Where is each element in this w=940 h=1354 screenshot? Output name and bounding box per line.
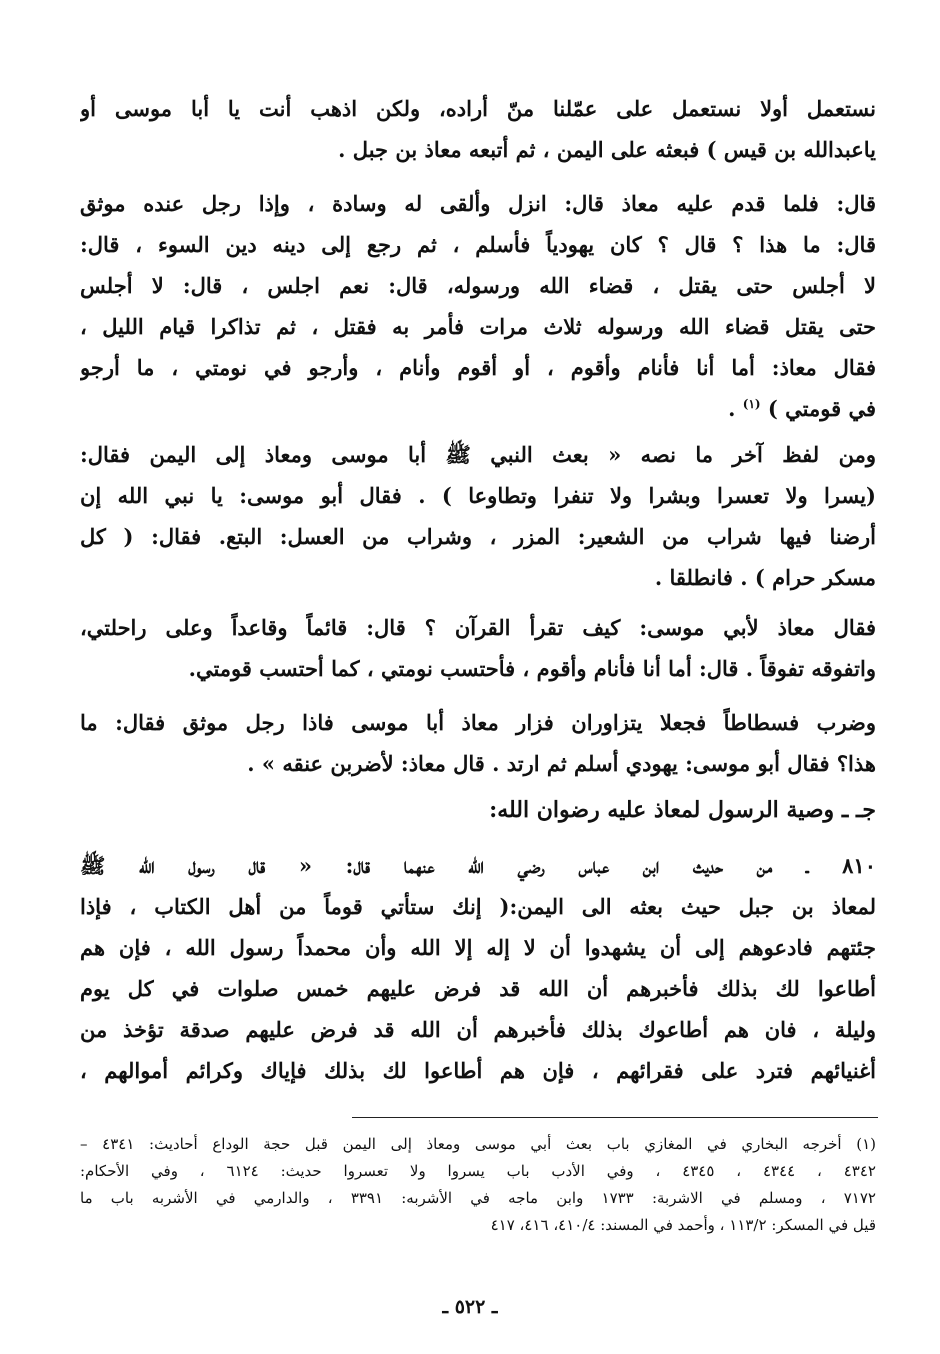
paragraph-line-text: في قومتي ) (767, 396, 876, 421)
paragraph-line: (يسرا ولا تعسرا وبشرا ولا تنفرا وتطاوعا ) . فقال أبو موسى: يا نبي الله إن (80, 483, 876, 508)
paragraph-line: فقال معاذ: أما أنا فأنام وأقوم ، أو أقوم وأنام ، وأرجو في نومتي ، ما أرجو (80, 355, 876, 380)
paragraph-line: ومن لفظ آخر ما نصه « بعث النبي ﷺ أبا موسى ومعاذ إلى اليمن فقال: (80, 442, 876, 467)
paragraph-4 (80, 607, 876, 689)
paragraph-line: وضرب فسطاطاً فجعلا يتزاوران فزار معاذ أبا موسى فاذا رجل موثق فقال: ما (80, 710, 876, 735)
paragraph-line: لمعاذ بن جبل حيث بعثه الى اليمن:( إنك ستأتي قوماً من أهل الكتاب ، فإذا (80, 894, 876, 919)
footnote-line: قيل في المسكر: ١١٣/٢ ، وأحمد في المسند: ٤١٠/٤، ٤١٦، ٤١٧ (490, 1216, 876, 1234)
footnote-reference: (١) (742, 397, 761, 411)
paragraph-line: أرضنا فيها شراب من الشعير: المزر ، وشراب من العسل: البتع. فقال: ( كل (80, 524, 876, 549)
paragraph-line: لا أجلس حتى يقتل ، قضاء الله ورسوله، قال: نعم اجلس ، قال: لا أجلس (80, 273, 876, 298)
paragraph-line: مسكر حرام ) . فانطلقا . (654, 565, 876, 590)
paragraph-line: جئتهم فادعوهم إلى أن يشهدوا أن لا إله إلا الله وأن محمداً رسول الله ، فإن هم (80, 935, 876, 960)
paragraph-line: وليلة ، فان هم أطاعوك بذلك فأخبرهم أن الله قد فرض عليهم صدقة تؤخذ من (80, 1017, 876, 1042)
section-heading: جـ ـ وصية الرسول لمعاذ عليه رضوان الله: (489, 797, 876, 823)
paragraph-6 (80, 845, 876, 1091)
footnote-line: ٤٣٤٢ ، ٤٣٤٤ ، ٤٣٤٥ ، وفي الأدب باب يسروا ولا تعسروا حديث: ٦١٢٤ ، وفي الأحكام: (80, 1162, 876, 1180)
paragraph-2 (80, 183, 876, 429)
footnote-line: ٧١٧٢ ، ومسلم في الاشربة: ١٧٣٣ وابن ماجه في الأشربه: ٣٣٩١ ، والدارمي في الأشربه باب ما (80, 1189, 876, 1207)
page-number: ـ ٥٢٢ ـ (442, 1296, 498, 1318)
paragraph-1 (80, 88, 876, 170)
footnote-separator (352, 1117, 878, 1118)
paragraph-line: حتى يقتل قضاء الله ورسوله ثلاث مرات فأمر به فقتل ، ثم تذاكرا قيام الليل ، (80, 314, 876, 339)
paragraph-line: قال: ما هذا ؟ قال ؟ كان يهودياً فأسلم ، ثم رجع إلى دينه دين السوء ، قال: (80, 232, 876, 257)
paragraph-line: ٨١٠ ـ من حديث ابن عباس رضي الله عنهما قال: « قال رسول الله ﷺ (80, 853, 876, 878)
paragraph-line: هذا؟ فقال أبو موسى: يهودي أسلم ثم ارتد . قال معاذ: لأضربن عنقه » . (247, 751, 876, 776)
paragraph-line: واتفوقه تفوقاً . قال: أما أنا فأنام وأقوم ، فأحتسب نومتي ، كما أحتسب قومتي. (188, 656, 876, 681)
paragraph-line: قال: فلما قدم عليه معاذ قال: انزل وألقى له وسادة ، وإذا رجل عنده موثق (80, 191, 876, 216)
paragraph-line: ياعبدالله بن قيس ) فبعثه على اليمن ، ثم أتبعه معاذ بن جبل . (338, 137, 876, 162)
paragraph-line: فقال معاذ لأبي موسى: كيف تقرأ القرآن ؟ قال: قائماً وقاعداً وعلى راحلتي، (80, 615, 876, 640)
footnotes (80, 1131, 876, 1239)
paragraph-line: أطاعوا لك بذلك فأخبرهم أن الله قد فرض عليهم خمس صلوات في كل يوم (80, 976, 876, 1001)
paragraph-line: أغنيائهم فترد على فقرائهم ، فإن هم أطاعوا لك بذلك فإياك وكرائم أموالهم ، (80, 1058, 876, 1083)
paragraph-line-last (80, 388, 876, 429)
paragraph-3 (80, 434, 876, 598)
paragraph-line: نستعمل أولا نستعمل على عمّلنا منّ أراده، ولكن اذهب أنت يا أبا موسى أو (80, 96, 876, 121)
sentence-end: . (728, 396, 736, 421)
paragraph-5 (80, 702, 876, 784)
footnote-line: (١) أخرجه البخاري في المغازي باب بعث أبي موسى ومعاذ إلى اليمن قبل حجة الوداع أحاديث: ٤٣٤١ – (80, 1135, 876, 1153)
